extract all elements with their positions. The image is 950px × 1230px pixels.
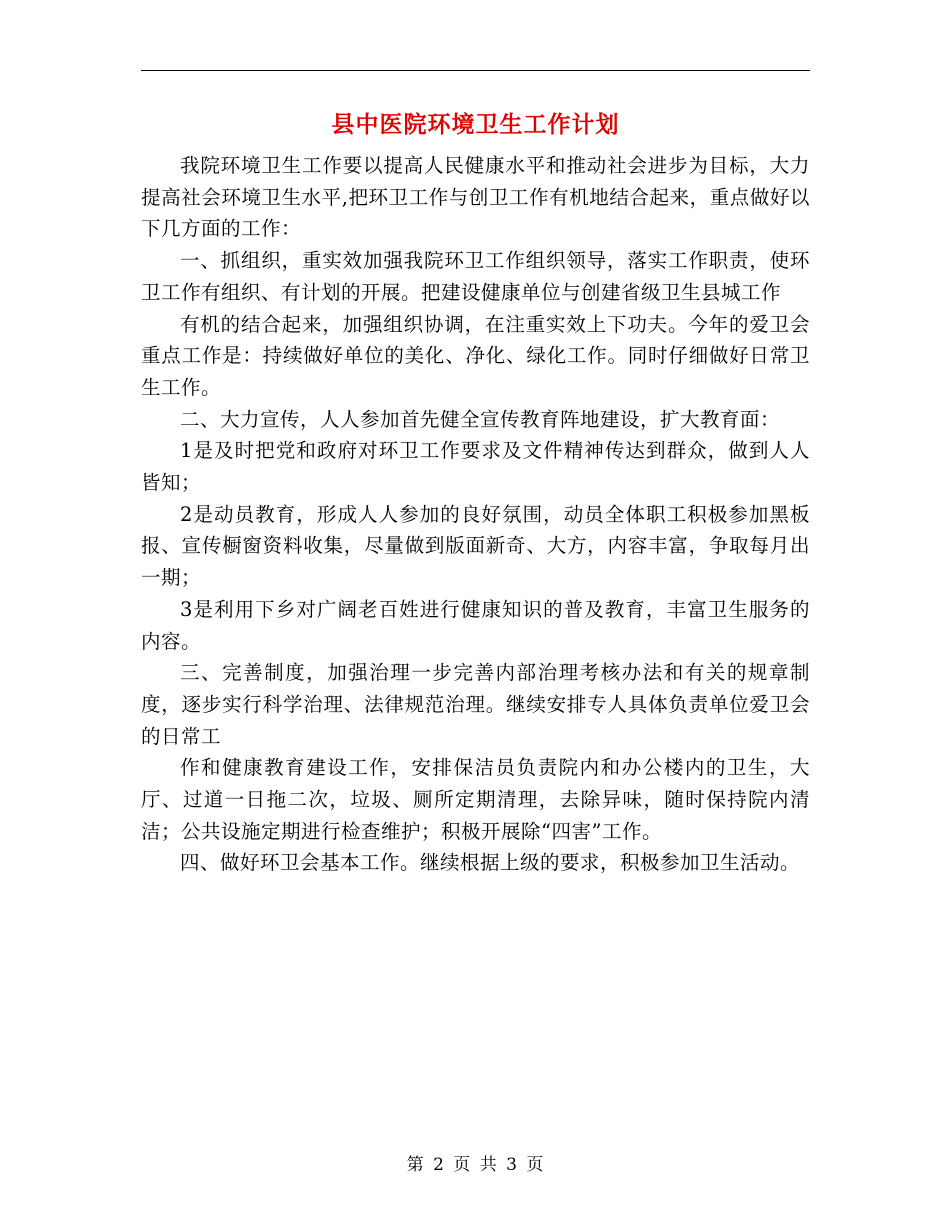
document-title: 县中医院环境卫生工作计划 <box>331 111 620 138</box>
paragraph-intro: 我院环境卫生工作要以提高人民健康水平和推动社会进步为目标，大力提高社会环境卫生水平,把环卫工作与创卫工作有机地结合起来，重点做好以下几方面的工作： <box>141 154 810 241</box>
paragraph-section-1: 一、抓组织，重实效加强我院环卫工作组织领导，落实工作职责，使环卫工作有组织、有计划的开展。把建设健康单位与创建省级卫生县城工作 <box>141 249 810 304</box>
paragraph-section-4: 四、做好环卫会基本工作。继续根据上级的要求，积极参加卫生活动。 <box>180 851 801 875</box>
paragraph-item-2: 2是动员教育，形成人人参加的良好氛围，动员全体职工积极参加黑板报、宣传橱窗资料收集，尽量做到版面新奇、大方，内容丰富，争取每月出一期； <box>141 502 810 590</box>
paragraph-section-3-cont: 作和健康教育建设工作，安排保洁员负责院内和办公楼内的卫生，大厅、过道一日拖二次，垃圾、厕所定期清理，去除异味，随时保持院内清洁；公共设施定期进行检查维护；积极开展除“四害”工作。 <box>141 756 810 843</box>
paragraph-section-3: 三、完善制度，加强治理一步完善内部治理考核办法和有关的规章制度，逐步实行科学治理、法律规范治理。继续安排专人具体负责单位爱卫会的日常工 <box>141 661 810 748</box>
page-number: 第 2 页 共 3 页 <box>406 1155 544 1175</box>
header-rule <box>141 70 810 71</box>
paragraph-section-2: 二、大力宣传，人人参加首先健全宣传教育阵地建设，扩大教育面： <box>180 407 781 431</box>
paragraph-section-1-cont: 有机的结合起来，加强组织协调，在注重实效上下功夫。今年的爱卫会重点工作是：持续做好单位的美化、净化、绿化工作。同时仔细做好日常卫生工作。 <box>141 312 810 399</box>
paragraph-item-3: 3是利用下乡对广阔老百姓进行健康知识的普及教育，丰富卫生服务的内容。 <box>141 597 810 653</box>
paragraph-item-1: 1是及时把党和政府对环卫工作要求及文件精神传达到群众，做到人人皆知； <box>141 439 810 495</box>
document-body <box>141 150 810 879</box>
